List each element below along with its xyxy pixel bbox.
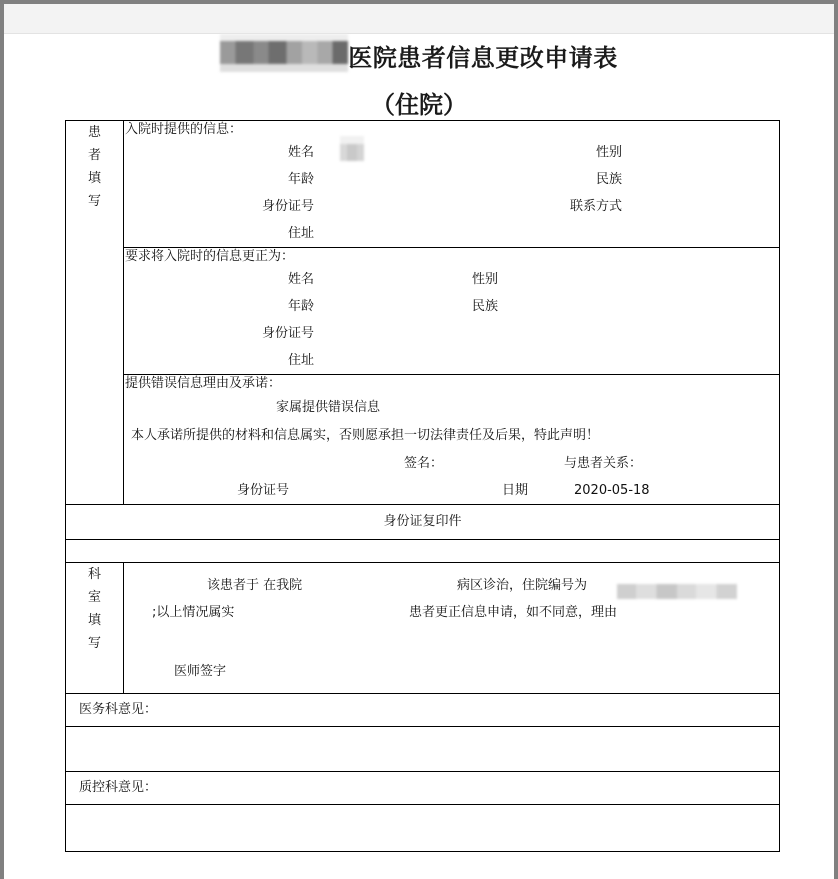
page-title-text: 医院患者信息更改申请表 xyxy=(348,44,618,72)
cell-medical-affairs-content[interactable] xyxy=(66,727,780,772)
cell-admission-info xyxy=(124,121,780,248)
table-row-correction-info xyxy=(66,248,780,375)
department-line-2 xyxy=(124,599,779,626)
table-row-reason-commitment xyxy=(66,375,780,505)
label-correction-age: 年龄 xyxy=(287,299,314,314)
cell-medical-affairs-heading xyxy=(66,694,780,727)
medical-affairs-content xyxy=(66,727,779,771)
label-admission-ethnicity: 民族 xyxy=(595,172,622,187)
viewer-top-strip xyxy=(4,4,834,34)
label-admission-gender: 性别 xyxy=(595,145,622,160)
redacted-admission-number-block xyxy=(617,584,737,599)
patient-info-change-form xyxy=(65,120,780,852)
field-row xyxy=(124,266,779,293)
department-line-1 xyxy=(124,572,779,599)
label-admission-age: 年龄 xyxy=(287,172,314,187)
value-admission-name[interactable] xyxy=(340,139,480,166)
side-label-department-char-1: 科 xyxy=(87,567,101,582)
side-label-patient-section xyxy=(66,121,124,505)
reason-heading: 提供错误信息理由及承诺： xyxy=(125,376,282,391)
side-label-department-char-2: 室 xyxy=(87,590,101,605)
field-row xyxy=(124,193,779,220)
side-label-patient-char-4: 写 xyxy=(87,194,101,209)
side-label-patient-char-3: 填 xyxy=(87,171,101,186)
side-label-department-char-3: 填 xyxy=(87,613,101,628)
page-subtitle: （住院） xyxy=(371,91,467,119)
cell-correction-info xyxy=(124,248,780,375)
label-relation-to-patient: 与患者关系： xyxy=(564,456,643,471)
label-correction-name: 姓名 xyxy=(287,272,314,287)
redacted-hospital-name xyxy=(220,41,348,64)
table-row-quality-control-heading xyxy=(66,772,780,805)
label-admission-id-number: 身份证号 xyxy=(261,199,314,214)
field-row xyxy=(124,320,779,347)
side-label-patient-char-2: 者 xyxy=(87,148,101,163)
document-title-block xyxy=(4,42,834,120)
department-text-admitted-on: 该患者于 在我院 xyxy=(207,578,303,593)
id-and-date-row xyxy=(124,478,779,504)
label-admission-name: 姓名 xyxy=(287,145,314,160)
id-copy-blank-area xyxy=(66,540,779,562)
label-admission-address: 住址 xyxy=(287,226,314,241)
field-row xyxy=(124,347,779,374)
cell-id-copy-area[interactable] xyxy=(66,540,780,563)
label-correction-address: 住址 xyxy=(287,353,314,368)
label-correction-ethnicity: 民族 xyxy=(472,299,499,314)
cell-quality-control-content[interactable] xyxy=(66,805,780,852)
label-admission-contact: 联系方式 xyxy=(569,199,622,214)
field-row xyxy=(124,220,779,247)
field-row xyxy=(124,139,779,166)
table-row-medical-affairs-content xyxy=(66,727,780,772)
label-reason-id-number: 身份证号 xyxy=(236,483,289,498)
quality-control-content xyxy=(66,805,779,851)
field-row xyxy=(124,166,779,193)
department-text-confirm-true: ;以上情况属实 xyxy=(152,605,235,620)
department-blank-line[interactable] xyxy=(124,626,779,660)
value-date[interactable]: 2020-05-18 xyxy=(574,483,650,498)
doctor-signature-row xyxy=(124,660,779,684)
cell-quality-control-heading xyxy=(66,772,780,805)
quality-control-heading: 质控科意见： xyxy=(79,780,158,795)
label-correction-gender: 性别 xyxy=(472,272,499,287)
table-row-medical-affairs-heading xyxy=(66,694,780,727)
label-signature: 签名： xyxy=(404,456,444,471)
table-row-id-copy-area xyxy=(66,540,780,563)
page-title xyxy=(4,42,834,74)
declaration-text: 本人承诺所提供的材料和信息属实，否则愿承担一切法律责任及后果，特此声明！ xyxy=(131,428,600,443)
medical-affairs-heading: 医务科意见： xyxy=(79,702,158,717)
id-copy-heading: 身份证复印件 xyxy=(383,514,462,529)
table-row-admission-info xyxy=(66,121,780,248)
document-page xyxy=(4,4,834,879)
cell-reason-commitment xyxy=(124,375,780,505)
cell-department-section xyxy=(124,563,780,694)
field-row xyxy=(124,293,779,320)
table-row-department-section xyxy=(66,563,780,694)
signature-row xyxy=(124,449,779,478)
cell-id-copy-heading xyxy=(66,505,780,540)
redacted-patient-name xyxy=(340,144,364,161)
side-label-department-section xyxy=(66,563,124,694)
table-row-quality-control-content xyxy=(66,805,780,852)
label-correction-id-number: 身份证号 xyxy=(261,326,314,341)
correction-heading: 要求将入院时的信息更正为： xyxy=(125,249,295,264)
label-doctor-signature: 医师签字 xyxy=(174,664,227,679)
department-text-ward-admission-number: 病区诊治，住院编号为 xyxy=(457,578,588,593)
side-label-patient-char-1: 患 xyxy=(87,125,101,140)
table-row-id-copy-heading xyxy=(66,505,780,540)
reason-text[interactable]: 家属提供错误信息 xyxy=(276,400,381,415)
side-label-department-char-4: 写 xyxy=(87,636,101,651)
department-text-disagree-reason: 患者更正信息申请，如不同意，理由 xyxy=(409,605,618,620)
label-date: 日期 xyxy=(502,483,529,498)
admission-heading: 入院时提供的信息： xyxy=(125,122,243,137)
reason-text-row xyxy=(124,393,779,423)
